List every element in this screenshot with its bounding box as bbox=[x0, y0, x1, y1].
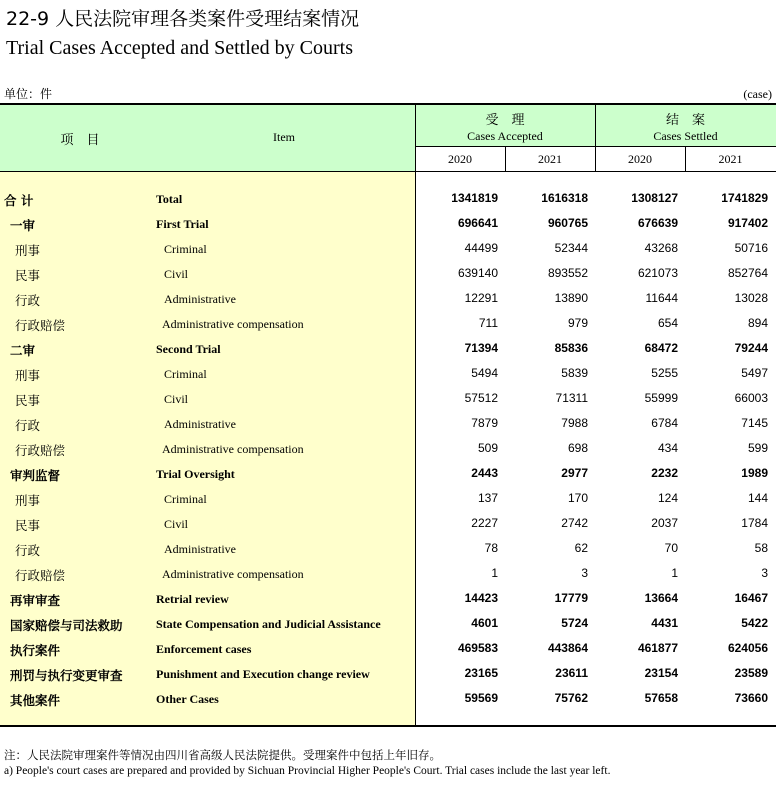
table-row bbox=[0, 662, 776, 687]
cell-value: 7988 bbox=[561, 416, 588, 430]
group-underline bbox=[415, 146, 776, 147]
header-bottom-line bbox=[0, 171, 776, 172]
cell-value: 1989 bbox=[741, 466, 768, 480]
cell-value: 137 bbox=[477, 491, 498, 505]
cell-value: 124 bbox=[657, 491, 678, 505]
cell-value: 17779 bbox=[554, 591, 588, 605]
row-label-cn: 二审 bbox=[10, 343, 36, 358]
cell-value: 443864 bbox=[547, 641, 588, 655]
row-label-cn: 合 计 bbox=[4, 193, 34, 208]
header-year: 2021 bbox=[538, 152, 562, 166]
cell-value: 5839 bbox=[561, 366, 588, 380]
header-accepted-cn: 受 理 bbox=[485, 113, 525, 128]
cell-value: 23611 bbox=[555, 666, 588, 680]
table-row bbox=[0, 487, 776, 512]
row-label-en: Administrative compensation bbox=[162, 442, 304, 456]
cell-value: 57512 bbox=[464, 391, 498, 405]
cell-value: 6784 bbox=[651, 416, 678, 430]
unit-label-en: (case) bbox=[743, 87, 772, 101]
cell-value: 13664 bbox=[644, 591, 678, 605]
header-accepted-en: Cases Accepted bbox=[467, 129, 543, 143]
cell-value: 7145 bbox=[741, 416, 768, 430]
header-settled-en: Cases Settled bbox=[653, 129, 718, 143]
cell-value: 5255 bbox=[651, 366, 678, 380]
row-label-cn: 行政 bbox=[15, 543, 41, 558]
row-label-en: Other Cases bbox=[156, 692, 219, 706]
data-table bbox=[0, 103, 776, 727]
cell-value: 698 bbox=[567, 441, 588, 455]
cell-value: 894 bbox=[747, 316, 768, 330]
cell-value: 7879 bbox=[471, 416, 498, 430]
table-row bbox=[0, 262, 776, 287]
cell-value: 1308127 bbox=[631, 191, 678, 205]
cell-value: 960765 bbox=[547, 216, 588, 230]
cell-value: 1 bbox=[491, 566, 498, 580]
cell-value: 2742 bbox=[561, 516, 588, 530]
cell-value: 68472 bbox=[644, 341, 678, 355]
row-label-en: Criminal bbox=[164, 492, 207, 506]
footnote-en: a) People's court cases are prepared and provided by Sichuan Provincial Higher People's Court. Trial cases include the last year left. bbox=[4, 765, 611, 777]
row-label-en: Total bbox=[156, 192, 183, 206]
footnote-cn: 注：人民法院审理案件等情况由四川省高级人民法院提供。受理案件中包括上年旧存。 bbox=[4, 748, 441, 762]
row-label-en: First Trial bbox=[156, 217, 209, 231]
cell-value: 624056 bbox=[727, 641, 768, 655]
cell-value: 676639 bbox=[637, 216, 678, 230]
row-label-cn: 民事 bbox=[15, 518, 41, 533]
row-label-cn: 其他案件 bbox=[10, 693, 61, 708]
cell-value: 917402 bbox=[727, 216, 768, 230]
cell-value: 5494 bbox=[471, 366, 498, 380]
header-year: 2020 bbox=[448, 152, 472, 166]
cell-value: 3 bbox=[761, 566, 768, 580]
table-row bbox=[0, 612, 776, 637]
cell-value: 1341819 bbox=[451, 191, 498, 205]
row-label-cn: 国家赔偿与司法救助 bbox=[10, 618, 123, 633]
row-label-cn: 刑罚与执行变更审查 bbox=[10, 668, 123, 683]
header-year: 2020 bbox=[628, 152, 652, 166]
cell-value: 509 bbox=[477, 441, 498, 455]
cell-value: 13028 bbox=[734, 291, 768, 305]
row-label-en: Enforcement cases bbox=[156, 642, 252, 656]
cell-value: 639140 bbox=[457, 266, 498, 280]
cell-value: 85836 bbox=[554, 341, 588, 355]
cell-value: 14423 bbox=[464, 591, 498, 605]
cell-value: 59569 bbox=[464, 691, 498, 705]
cell-value: 2977 bbox=[561, 466, 588, 480]
table-row bbox=[0, 287, 776, 312]
cell-value: 461877 bbox=[637, 641, 678, 655]
cell-value: 2443 bbox=[471, 466, 498, 480]
row-label-cn: 刑事 bbox=[15, 493, 41, 508]
cell-value: 1784 bbox=[741, 516, 768, 530]
row-label-en: Second Trial bbox=[156, 342, 221, 356]
cell-value: 1616318 bbox=[541, 191, 588, 205]
table-row bbox=[0, 437, 776, 462]
cell-value: 1741829 bbox=[721, 191, 768, 205]
table-row bbox=[0, 562, 776, 587]
cell-value: 62 bbox=[574, 541, 588, 555]
cell-value: 78 bbox=[484, 541, 498, 555]
table-row bbox=[0, 687, 776, 712]
table-row bbox=[0, 212, 776, 237]
row-label-en: Retrial review bbox=[156, 592, 229, 606]
unit-label-cn: 单位：件 bbox=[4, 87, 53, 101]
cell-value: 5497 bbox=[741, 366, 768, 380]
cell-value: 52344 bbox=[554, 241, 588, 255]
row-label-en: Punishment and Execution change review bbox=[156, 667, 370, 681]
cell-value: 621073 bbox=[637, 266, 678, 280]
row-label-cn: 执行案件 bbox=[10, 643, 61, 658]
cell-value: 469583 bbox=[457, 641, 498, 655]
row-label-cn: 刑事 bbox=[15, 368, 41, 383]
cell-value: 599 bbox=[747, 441, 768, 455]
cell-value: 2037 bbox=[651, 516, 678, 530]
table-row bbox=[0, 512, 776, 537]
cell-value: 50716 bbox=[734, 241, 768, 255]
cell-value: 852764 bbox=[727, 266, 768, 280]
table-title-en: Trial Cases Accepted and Settled by Courts bbox=[6, 37, 353, 59]
cell-value: 5724 bbox=[561, 616, 588, 630]
cell-value: 1 bbox=[671, 566, 678, 580]
row-label-en: Administrative compensation bbox=[162, 317, 304, 331]
row-label-en: Administrative bbox=[164, 417, 236, 431]
row-label-cn: 行政 bbox=[15, 293, 41, 308]
cell-value: 434 bbox=[657, 441, 678, 455]
table-title-cn: 22-9 人民法院审理各类案件受理结案情况 bbox=[6, 8, 360, 30]
cell-value: 13890 bbox=[554, 291, 588, 305]
cell-value: 170 bbox=[567, 491, 588, 505]
cell-value: 5422 bbox=[741, 616, 768, 630]
row-label-en: Civil bbox=[164, 392, 189, 406]
table-row bbox=[0, 412, 776, 437]
row-label-cn: 审判监督 bbox=[10, 468, 61, 483]
cell-value: 23589 bbox=[734, 666, 768, 680]
cell-value: 2227 bbox=[471, 516, 498, 530]
row-label-cn: 行政赔偿 bbox=[15, 318, 66, 333]
table-row bbox=[0, 462, 776, 487]
cell-value: 71394 bbox=[464, 341, 498, 355]
row-label-en: Administrative compensation bbox=[162, 567, 304, 581]
header-item-cn: 项 目 bbox=[60, 133, 100, 148]
cell-value: 43268 bbox=[644, 241, 678, 255]
table-row bbox=[0, 187, 776, 212]
row-label-cn: 行政赔偿 bbox=[15, 443, 66, 458]
cell-value: 79244 bbox=[734, 341, 768, 355]
cell-value: 73660 bbox=[734, 691, 768, 705]
table-row bbox=[0, 537, 776, 562]
cell-value: 23165 bbox=[464, 666, 498, 680]
row-label-en: Administrative bbox=[164, 542, 236, 556]
cell-value: 23154 bbox=[644, 666, 678, 680]
row-label-cn: 行政赔偿 bbox=[15, 568, 66, 583]
cell-value: 44499 bbox=[464, 241, 498, 255]
header-settled-cn: 结 案 bbox=[665, 113, 705, 128]
row-label-cn: 一审 bbox=[10, 218, 36, 233]
table-row bbox=[0, 337, 776, 362]
cell-value: 66003 bbox=[734, 391, 768, 405]
cell-value: 70 bbox=[664, 541, 678, 555]
cell-value: 4601 bbox=[471, 616, 498, 630]
cell-value: 893552 bbox=[547, 266, 588, 280]
cell-value: 144 bbox=[747, 491, 768, 505]
cell-value: 4431 bbox=[651, 616, 678, 630]
row-label-en: Administrative bbox=[164, 292, 236, 306]
cell-value: 16467 bbox=[734, 591, 768, 605]
cell-value: 711 bbox=[478, 316, 498, 330]
row-label-en: Criminal bbox=[164, 242, 207, 256]
table-row bbox=[0, 637, 776, 662]
cell-value: 55999 bbox=[644, 391, 678, 405]
cell-value: 2232 bbox=[651, 466, 678, 480]
row-label-en: Civil bbox=[164, 517, 189, 531]
cell-value: 11644 bbox=[645, 291, 678, 305]
header-year: 2021 bbox=[718, 152, 743, 166]
table-row bbox=[0, 362, 776, 387]
cell-value: 696641 bbox=[457, 216, 498, 230]
header-item-en: Item bbox=[273, 130, 295, 144]
table-row bbox=[0, 387, 776, 412]
cell-value: 12291 bbox=[464, 291, 498, 305]
row-label-cn: 民事 bbox=[15, 268, 41, 283]
cell-value: 58 bbox=[754, 541, 768, 555]
row-label-cn: 刑事 bbox=[15, 243, 41, 258]
table-row bbox=[0, 312, 776, 337]
cell-value: 57658 bbox=[644, 691, 678, 705]
table-row bbox=[0, 237, 776, 262]
row-label-cn: 再审审查 bbox=[10, 593, 61, 608]
cell-value: 979 bbox=[567, 316, 588, 330]
row-label-en: State Compensation and Judicial Assistance bbox=[156, 617, 381, 631]
row-label-en: Criminal bbox=[164, 367, 207, 381]
row-label-en: Civil bbox=[164, 267, 189, 281]
cell-value: 654 bbox=[657, 316, 678, 330]
table-row bbox=[0, 587, 776, 612]
row-label-cn: 民事 bbox=[15, 393, 41, 408]
row-label-en: Trial Oversight bbox=[156, 467, 235, 481]
cell-value: 71311 bbox=[555, 391, 588, 405]
row-label-cn: 行政 bbox=[15, 418, 41, 433]
cell-value: 75762 bbox=[554, 691, 588, 705]
cell-value: 3 bbox=[581, 566, 588, 580]
